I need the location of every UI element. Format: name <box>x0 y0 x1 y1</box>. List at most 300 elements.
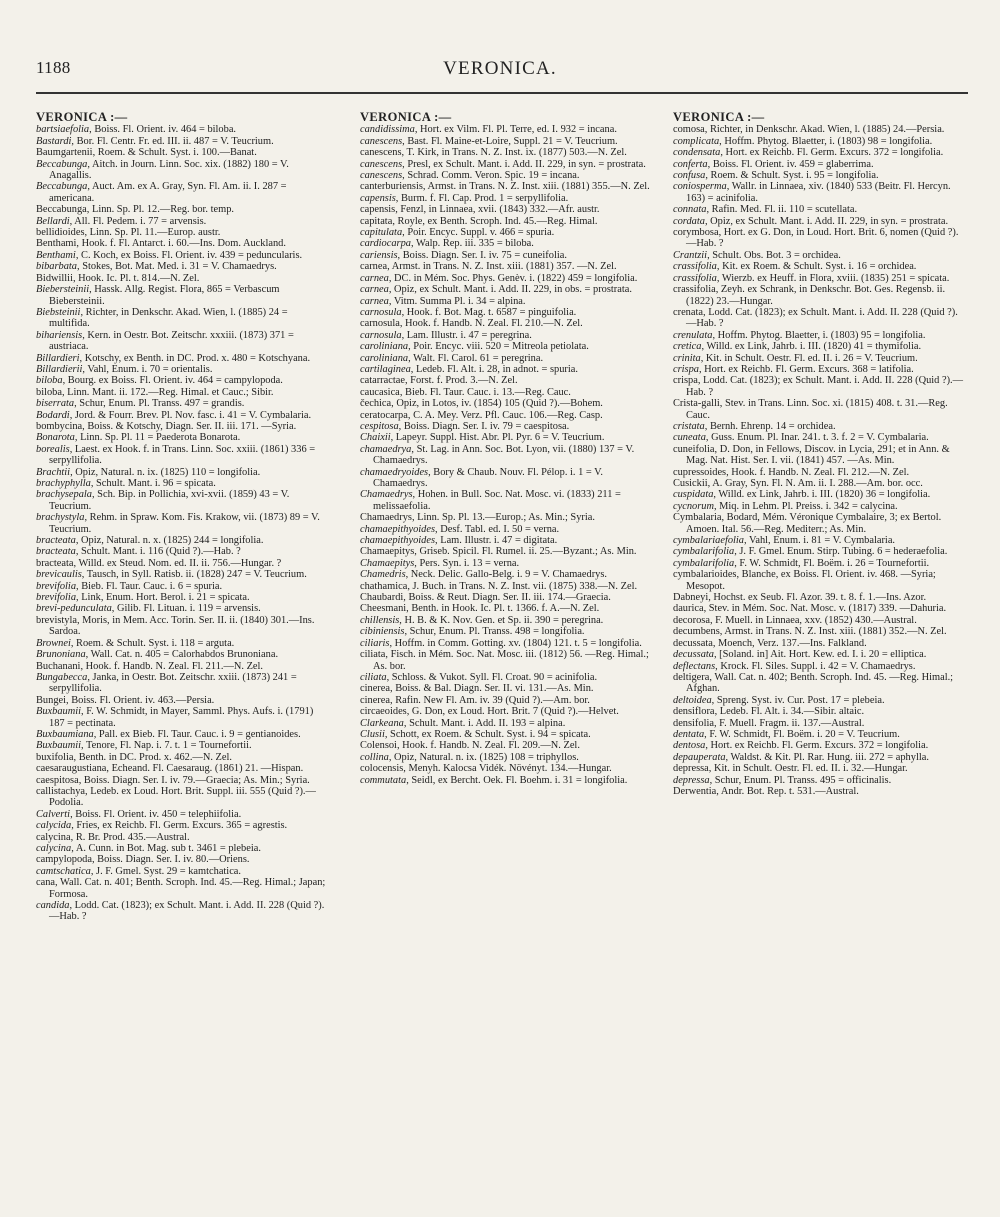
species-name: canescens <box>360 170 403 182</box>
index-entry <box>673 250 965 261</box>
citation-text: , Menyh. Kalocsa Vidék. Növényt. 134.—Hungar. <box>403 763 612 775</box>
citation-text: , Bodard, Mém. Véronique Cymbalaire, 3; ex Bertol. Amoen. Ital. 56.—Reg. Mediterr.; As. Min. <box>686 512 942 535</box>
index-entry <box>36 273 328 284</box>
index-entry <box>360 740 652 751</box>
citation-text: , Bieb. Fl. Taur. Cauc. i. 6 = spuria. <box>76 580 223 592</box>
citation-text: , Hort. ex Reichb. Fl. Germ. Excurs. 368 = latifolia. <box>698 363 914 375</box>
species-name: biserrata <box>36 398 75 410</box>
index-entry <box>673 124 965 135</box>
index-entry <box>673 478 965 489</box>
species-name: crenata <box>673 306 703 318</box>
index-entry <box>36 489 328 512</box>
citation-text: , Boiss. & Kotschy, Diagn. Ser. II. iii. 171. —Syria. <box>82 420 297 432</box>
species-name: decussata <box>673 649 714 661</box>
column-heading: VERONICA :— <box>360 110 452 124</box>
species-name: crispa <box>673 363 699 375</box>
species-name: Chaubardi <box>360 592 404 604</box>
citation-text: , Echeand. Fl. Caesaraug. (1861) 21. —Hispan. <box>106 763 304 775</box>
citation-text: , Schott, ex Roem. & Schult. Syst. i. 94 = spicata. <box>384 728 591 740</box>
species-name: Benthami <box>36 249 76 261</box>
citation-text: , Tenore, Fl. Nap. i. 7. t. 1 = Tournefortii. <box>81 740 252 752</box>
running-title: VERONICA. <box>443 58 557 79</box>
citation-text: , Linn. Sp. Pl. 13.—Europ.; As. Min.; Syria. <box>411 512 595 524</box>
species-name: bihariensis <box>36 329 83 341</box>
species-name: caucasica <box>360 386 400 398</box>
index-entry <box>673 672 965 695</box>
index-entry <box>36 136 328 147</box>
citation-text: , Royle, ex Benth. Scroph. Ind. 45.—Reg. Himal. <box>392 215 598 227</box>
species-name: Bungei <box>36 694 67 706</box>
species-name: Buxbaumii <box>36 706 82 718</box>
index-entry <box>36 729 328 740</box>
species-name: canescens <box>360 158 403 170</box>
species-name: camtschatica <box>36 865 91 877</box>
index-entry <box>36 284 328 307</box>
citation-text: , Hohen. in Bull. Soc. Nat. Mosc. vi. (1833) 211 = melissaefolia. <box>373 489 621 512</box>
index-entry <box>360 387 652 398</box>
species-name: catarractae <box>360 375 405 387</box>
index-entry <box>673 204 965 215</box>
index-entry <box>36 763 328 774</box>
index-entry <box>360 467 652 490</box>
citation-text: , Kotschy, ex Benth. in DC. Prod. x. 480 = Kotschyana. <box>79 352 311 364</box>
species-name: Cheesmani <box>360 603 407 615</box>
species-name: ciliata <box>360 671 387 683</box>
species-name: decussata <box>673 637 713 649</box>
citation-text: , Ledeb. ex Loud. Hort. Brit. Suppl. iii. 555 (Quid ?).—Podolia. <box>49 785 316 809</box>
index-entry <box>673 752 965 763</box>
citation-text: , Kit. in Schult. Oestr. Fl. ed. II. i. 26 = V. Teucrium. <box>700 352 918 364</box>
citation-text: , Boiss. Diagn. Ser. I. iv. 79 = caespitosa. <box>398 420 570 432</box>
species-name: caroliniana <box>360 341 409 353</box>
index-entry <box>360 535 652 546</box>
index-entry <box>673 615 965 626</box>
citation-text: , Roem. & Schult. Syst. i. 100.—Banat. <box>92 147 257 159</box>
column-2 <box>360 100 652 786</box>
header-rule <box>36 92 968 94</box>
species-name: Bonarota <box>36 432 75 444</box>
species-name: decorosa <box>673 614 710 626</box>
citation-text: , Bory & Chaub. Nouv. Fl. Pélop. i. 1 = V. Chamaedrys. <box>373 466 603 489</box>
citation-text: , Aitch. in Journ. Linn. Soc. xix. (1882) 180 = V. Anagallis. <box>49 158 289 182</box>
index-entry <box>673 136 965 147</box>
index-entry <box>36 866 328 877</box>
citation-text: , F. W. Schmidt, Fl. Boëm. i. 26 = Tournefortii. <box>734 557 930 569</box>
species-name: Chamaedrys <box>360 512 412 524</box>
index-entry <box>673 307 965 330</box>
citation-text: , Lam. Illustr. i. 47 = digitata. <box>435 535 558 547</box>
index-entry <box>673 353 965 364</box>
species-name: comosa <box>673 124 705 136</box>
species-name: candidissima <box>360 124 415 136</box>
citation-text: , Stev. in Mém. Soc. Nat. Mosc. v. (1817) 339. —Dahuria. <box>703 603 947 615</box>
species-name: bibarbata <box>36 261 77 273</box>
species-name: ciliaris <box>360 637 390 649</box>
index-entry <box>360 318 652 329</box>
index-entry <box>673 284 965 307</box>
index-entry <box>360 250 652 261</box>
index-entry <box>36 695 328 706</box>
species-name: brevi-pedunculata <box>36 603 112 615</box>
citation-text: , Bieb. Fl. Taur. Cauc. i. 13.—Reg. Cauc. <box>399 386 571 398</box>
index-entry <box>360 603 652 614</box>
index-entry <box>360 273 652 284</box>
index-entry <box>360 353 652 364</box>
citation-text: , Boiss. Fl. Orient. iv. 463.—Persia. <box>66 694 215 706</box>
citation-text: , Hook. f. Bot. Mag. t. 6587 = pinguifolia. <box>401 306 577 318</box>
citation-text: , Boiss. Diagn. Ser. I. iv. 79.—Graecia; As. Min.; Syria. <box>78 774 310 786</box>
citation-text: , Boiss. & Reut. Diagn. Ser. II. iii. 174.—Graecia. <box>403 592 611 604</box>
citation-text: , Schrad. Comm. Veron. Spic. 19 = incana. <box>402 170 580 182</box>
index-entry <box>673 364 965 375</box>
species-name: condensata <box>673 147 721 159</box>
citation-text: , Kit. ex Roem. & Schult. Syst. i. 16 = orchidea. <box>716 261 917 273</box>
species-name: Baumgartenii <box>36 147 93 159</box>
citation-text: , Pall. ex Bieb. Fl. Taur. Cauc. i. 9 = gentianoides. <box>93 728 301 740</box>
citation-text: , Hort. ex Reichb. Fl. Germ. Excurs. 372 = longifolia. <box>705 740 929 752</box>
index-entry <box>36 740 328 751</box>
citation-text: , Sch. Bip. in Pollichia, xvi-xvii. (1859) 43 = V. Teucrium. <box>49 489 290 512</box>
index-entry <box>36 661 328 672</box>
species-name: cinerea <box>360 694 390 706</box>
citation-text: , J. F. Gmel. Enum. Stirp. Tubing. 6 = hederaefolia. <box>734 546 948 558</box>
index-entry <box>36 581 328 592</box>
species-name: cymbalarifolia <box>673 546 735 558</box>
citation-text: , Schult. Mant. i. Add. II. 193 = alpina. <box>403 717 566 729</box>
species-name: brevicaulis <box>36 569 82 581</box>
citation-text: , C. A. Mey. Verz. Pfl. Cauc. 106.—Reg. Casp. <box>407 409 603 421</box>
citation-text: , Poir. Encyc. Suppl. v. 466 = spuria. <box>402 227 555 239</box>
citation-text: , Schult. Obs. Bot. 3 = orchidea. <box>707 249 841 261</box>
species-name: brevistyla <box>36 614 77 626</box>
index-entry <box>36 181 328 204</box>
index-entry <box>360 649 652 672</box>
index-entry <box>673 592 965 603</box>
citation-text: , F. W. Schmidt, Fl. Boëm. i. 20 = V. Teucrium. <box>704 728 900 740</box>
citation-text: , Poir. Encyc. viii. 520 = Mitreola petiolata. <box>408 341 589 353</box>
citation-text: , Wall. Cat. n. 401; Benth. Scroph. Ind. 45.—Reg. Himal.; Japan; Formosa. <box>49 877 326 900</box>
species-name: capensis <box>360 204 396 216</box>
citation-text: , Armst. in Trans. N. Z. Inst. xiii. (1881) 355.—N. Zel. <box>422 181 650 193</box>
index-entry <box>360 569 652 580</box>
index-entry <box>36 159 328 182</box>
species-name: circaeoides <box>360 706 407 718</box>
citation-text: , Lapeyr. Suppl. Hist. Abr. Pl. Pyr. 6 = V. Teucrium. <box>390 432 605 444</box>
index-entry <box>36 330 328 353</box>
index-entry <box>36 410 328 421</box>
species-name: campylopoda <box>36 854 92 866</box>
species-name: deltoidea <box>673 694 712 706</box>
citation-text: , Vahl, Enum. i. 70 = orientalis. <box>82 363 213 375</box>
index-entry <box>360 307 652 318</box>
citation-text: , Bernh. Ehrenp. 14 = orchidea. <box>704 420 836 432</box>
index-entry <box>360 204 652 215</box>
index-entry <box>36 546 328 557</box>
species-name: Biebersteinii <box>36 284 90 296</box>
citation-text: , Stokes, Bot. Mat. Med. i. 31 = V. Chamaedrys. <box>77 261 277 273</box>
species-name: candida <box>36 900 70 912</box>
citation-text: , Opiz, ex Schult. Mant. i. Add. II. 229, in syn. = prostrata. <box>704 215 949 227</box>
index-entry <box>360 364 652 375</box>
species-name: canescens <box>360 147 402 159</box>
citation-text: , Kern. in Oestr. Bot. Zeitschr. xxxiii. (1873) 371 = austriaca. <box>49 329 294 353</box>
species-name: biloba <box>36 375 63 387</box>
species-name: Colensoi <box>360 740 397 752</box>
species-name: crassifolia <box>673 272 717 284</box>
species-name: colocensis <box>360 763 404 775</box>
index-entry <box>673 375 965 398</box>
species-name: Beccabunga <box>36 158 88 170</box>
citation-text: , Rafin. New Fl. Am. iv. 39 (Quid ?).—Am. bor. <box>390 694 590 706</box>
citation-text: , Opiz, Natural. n. ix. (1825) 108 = triphyllos. <box>388 751 579 763</box>
citation-text: , J. Buch. in Trans. N. Z. Inst. vii. (1875) 338.—N. Zel. <box>407 580 638 592</box>
species-name: calycina <box>36 831 71 843</box>
index-entry <box>36 832 328 843</box>
column-1 <box>36 100 328 923</box>
species-name: Buxbaumiana <box>36 728 94 740</box>
index-entry <box>673 398 965 421</box>
citation-text: , Blanche, ex Boiss. Fl. Orient. iv. 468. —Syria; Mesopot. <box>686 569 936 592</box>
species-name: capitulata <box>360 227 403 239</box>
citation-text: , Hort. ex Reichb. Fl. Germ. Excurs. 372 = longifolia. <box>720 147 944 159</box>
index-entry <box>673 695 965 706</box>
species-name: Bidwillii <box>36 272 73 284</box>
index-entry <box>673 649 965 660</box>
index-entry <box>360 181 652 192</box>
species-name: Billardierii <box>36 363 83 375</box>
citation-text: , Hook. f. Handb. N. Zeal. Fl. 209.—N. Zel. <box>396 740 580 752</box>
species-name: brevifolia <box>36 592 77 604</box>
species-name: Chamaedrys <box>360 489 413 501</box>
citation-text: , Linn. Mant. ii. 172.—Reg. Himal. et Cauc.; Sibir. <box>61 386 274 398</box>
index-entry <box>673 626 965 637</box>
citation-text: , Hassk. Allg. Regist. Flora, 865 = Verbascum Biebersteinii. <box>49 284 280 307</box>
index-entry <box>673 569 965 592</box>
index-entry <box>36 775 328 786</box>
index-entry <box>36 900 328 923</box>
index-entry <box>673 181 965 204</box>
index-entry <box>360 615 652 626</box>
species-name: crenulata <box>673 329 713 341</box>
index-entry <box>673 740 965 751</box>
species-name: Brownei <box>36 637 71 649</box>
species-name: cristata <box>673 420 705 432</box>
species-name: conferta <box>673 158 708 170</box>
index-entry <box>36 421 328 432</box>
index-entry <box>360 626 652 637</box>
index-entry <box>36 603 328 614</box>
index-entry <box>673 227 965 250</box>
species-name: cupressoides <box>673 466 727 478</box>
citation-text: , T. Kirk, in Trans. N. Z. Inst. ix. (1877) 503.—N. Zel. <box>401 147 627 159</box>
citation-text: , Vahl, Enum. i. 81 = V. Cymbalaria. <box>744 535 896 547</box>
citation-text: , F. W. Schmidt, in Mayer, Samml. Phys. Aufs. i. (1791) 187 = pectinata. <box>49 706 314 729</box>
species-name: carnea <box>360 284 389 296</box>
citation-text: , Zeyh. ex Schrank, in Denkschr. Bot. Ges. Regensb. ii. (1822) 23.—Hungar. <box>686 284 946 307</box>
index-entry <box>360 136 652 147</box>
index-entry <box>673 661 965 672</box>
citation-text: , Opiz, Natural. n. ix. (1825) 110 = longifolia. <box>70 466 261 478</box>
citation-text: , DC. in Mém. Soc. Phys. Genèv. i. (1822) 459 = longifolia. <box>388 272 638 284</box>
index-entry <box>360 729 652 740</box>
species-name: Bastardi <box>36 135 72 147</box>
index-entry <box>36 535 328 546</box>
citation-text: , Jord. & Fourr. Brev. Pl. Nov. fasc. i. 41 = V. Cymbalaria. <box>69 409 312 421</box>
species-name: depressa <box>673 774 710 786</box>
species-name: densifolia <box>673 717 714 729</box>
citation-text: , Seidl, ex Bercht. Oek. Fl. Boehm. i. 31 = longifolia. <box>406 774 628 786</box>
index-entry <box>360 159 652 170</box>
citation-text: , Hort. ex G. Don, in Loud. Hort. Brit. 6, nomen (Quid ?).—Hab. ? <box>686 227 959 250</box>
index-entry <box>36 615 328 638</box>
index-entry <box>673 467 965 478</box>
species-name: brachysepala <box>36 489 92 501</box>
species-name: crispa <box>673 375 698 387</box>
index-entry <box>36 854 328 865</box>
index-entry <box>36 204 328 215</box>
citation-text: , Janka, in Oestr. Bot. Zeitschr. xxiii. (1873) 241 = serpyllifolia. <box>49 671 297 695</box>
citation-text: , Presl, ex Schult. Mant. i. Add. II. 229, in syn. = prostrata. <box>402 158 646 170</box>
species-name: chamaedryoides <box>360 466 429 478</box>
citation-text: , Lodd. Cat. (1823); ex Schult. Mant. i. Add. II. 228 (Quid ?).—Hab. ? <box>686 306 958 330</box>
citation-text: , Schult. Mant. i. 116 (Quid ?).—Hab. ? <box>75 546 241 558</box>
citation-text: , Schur, Enum. Pl. Transs. 495 = officinalis. <box>709 774 892 786</box>
index-entry <box>360 592 652 603</box>
species-name: collina <box>360 751 389 763</box>
citation-text: , Neck. Delic. Gallo-Belg. i. 9 = V. Chamaedrys. <box>405 569 608 581</box>
citation-text: , Richter, in Denkschr. Akad. Wien, l. (1885) 24 = multifida. <box>49 306 288 330</box>
citation-text: , Opiz, in Lotos, iv. (1854) 105 (Quid ?).—Bohem. <box>391 398 603 410</box>
index-entry <box>360 147 652 158</box>
species-name: calycida <box>36 820 72 832</box>
citation-text: , Armst. in Trans. N. Z. Inst. xiii. (1881) 352.—N. Zel. <box>719 626 947 638</box>
index-entry <box>360 695 652 706</box>
species-name: Chamedris <box>360 569 406 581</box>
citation-text: , Walp. Rep. iii. 335 = biloba. <box>410 238 534 250</box>
citation-text: , Griseb. Spicil. Fl. Rumel. ii. 25.—Byzant.; As. Min. <box>414 546 637 558</box>
index-entry <box>673 330 965 341</box>
citation-text: , Pers. Syn. i. 13 = verna. <box>414 557 520 569</box>
species-name: Bungabecca <box>36 671 88 683</box>
species-name: cardiocarpa <box>360 238 411 250</box>
species-name: caroliniana <box>360 352 409 364</box>
citation-text: , Lam. Illustr. i. 47 = peregrina. <box>401 329 532 341</box>
citation-text: , Gilib. Fl. Lituan. i. 119 = arvensis. <box>111 603 261 615</box>
species-name: Chamaepitys <box>360 557 415 569</box>
species-name: crassifolia <box>673 261 717 273</box>
column-3 <box>673 100 965 797</box>
species-name: crassifolia <box>673 284 716 296</box>
citation-text: , Fisch. in Mém. Soc. Nat. Mosc. iii. (1812) 56. —Reg. Himal.; As. bor. <box>373 649 649 672</box>
species-name: bellidioides <box>36 227 85 239</box>
index-entry <box>673 341 965 352</box>
index-entry <box>36 261 328 272</box>
citation-text: , Schult. Mant. i. 96 = spicata. <box>90 478 216 489</box>
index-entry <box>360 558 652 569</box>
species-name: Calverti <box>36 808 71 820</box>
index-entry <box>36 569 328 580</box>
citation-text: , Boiss. Fl. Orient. iv. 459 = glaberrima. <box>707 158 874 170</box>
index-entry <box>673 261 965 272</box>
index-entry <box>360 216 652 227</box>
citation-text: , Schloss. & Vukot. Syll. Fl. Croat. 90 = acinifolia. <box>386 671 598 683</box>
citation-text: , Bourg. ex Boiss. Fl. Orient. iv. 464 = campylopoda. <box>62 375 283 387</box>
citation-text: , Hook. Ic. Pl. t. 814.—N. Zel. <box>72 272 200 284</box>
species-name: Derwentia <box>673 785 717 797</box>
index-entry <box>36 512 328 535</box>
index-entry <box>36 124 328 135</box>
index-entry <box>673 603 965 614</box>
index-entry <box>36 592 328 603</box>
species-name: Biebsteinii <box>36 306 81 318</box>
citation-text: , Schur, Enum. Pl. Transs. 498 = longifolia. <box>404 626 585 638</box>
citation-text: , G. Don, ex Loud. Hort. Brit. 7 (Quid ?).—Helvet. <box>406 706 619 718</box>
index-entry <box>36 558 328 569</box>
species-name: capensis <box>360 192 396 204</box>
species-name: Crantzii <box>673 249 708 261</box>
species-name: carnosula <box>360 306 402 318</box>
species-name: Bellardi <box>36 215 70 227</box>
citation-text: , Armst. in Trans. N. Z. Inst. xiii. (1881) 357. —N. Zel. <box>387 261 617 273</box>
index-entry <box>360 432 652 443</box>
index-entry <box>36 843 328 854</box>
citation-text: , Moench, Verz. 137.—Ins. Falkland. <box>712 637 867 649</box>
citation-text: , H. B. & K. Nov. Gen. et Sp. ii. 390 = peregrina. <box>399 614 604 626</box>
species-name: decumbens <box>673 626 720 638</box>
species-name: connata <box>673 204 707 216</box>
index-entry <box>360 718 652 729</box>
species-name: brevifolia <box>36 580 77 592</box>
species-name: chamaepithyoides <box>360 523 436 535</box>
index-entry <box>360 546 652 557</box>
species-name: Brunoniana <box>36 649 86 661</box>
citation-text: , A. Gray, Syn. Fl. N. Am. ii. I. 288.—Am. bor. occ. <box>707 478 923 489</box>
index-entry <box>673 489 965 500</box>
index-entry <box>673 786 965 797</box>
species-name: chamaedrya <box>360 443 412 455</box>
index-entry <box>36 398 328 409</box>
index-entry <box>36 820 328 831</box>
index-entry <box>673 558 965 569</box>
citation-text: , Wierzb. ex Heuff. in Flora, xviii. (1835) 251 = spicata. <box>716 272 950 284</box>
species-name: Clusii <box>360 728 385 740</box>
species-name: cymbalariaefolia <box>673 535 744 547</box>
index-entry <box>673 421 965 432</box>
index-entry <box>360 124 652 135</box>
species-name: chathamica <box>360 580 408 592</box>
species-name: canescens <box>360 135 403 147</box>
citation-text: , Willd. ex Steud. Nom. ed. II. ii. 756.—Hungar. ? <box>73 557 282 569</box>
citation-text: , Boiss. Diagn. Ser. I. iv. 75 = cuneifolia. <box>397 249 567 261</box>
species-name: depressa <box>673 763 709 775</box>
species-name: Chamaepitys <box>360 546 415 558</box>
species-name: carnosula <box>360 318 400 330</box>
index-entry <box>673 432 965 443</box>
species-name: confusa <box>673 170 706 182</box>
species-name: commutata <box>360 774 407 786</box>
species-name: densiflora <box>673 706 715 718</box>
species-name: Cymbalaria <box>673 512 722 524</box>
citation-text: , Desf. Tabl. ed. I. 50 = verna. <box>435 523 560 535</box>
species-name: Billardieri <box>36 352 80 364</box>
species-name: coniosperma <box>673 181 727 193</box>
citation-text: , Hoffm. in Comm. Gotting. xv. (1804) 121. t. 5 = longifolia. <box>389 637 642 649</box>
citation-text: , J. F. Gmel. Syst. 29 = kamtchatica. <box>90 865 242 877</box>
index-entry <box>36 250 328 261</box>
species-name: cana <box>36 877 56 889</box>
citation-text: , Linn. Sp. Pl. 12.—Reg. bor. temp. <box>86 204 234 216</box>
species-name: cespitosa <box>360 420 399 432</box>
